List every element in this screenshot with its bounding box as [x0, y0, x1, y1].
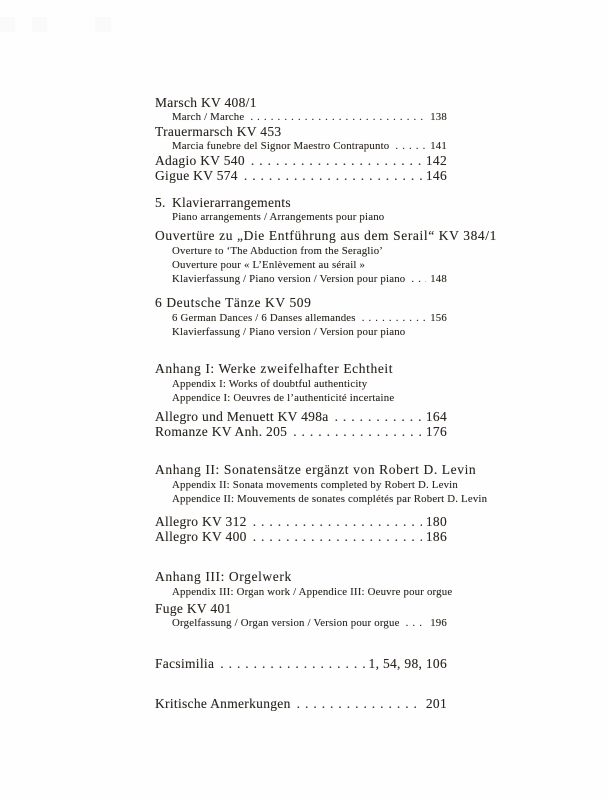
entry-label: Anhang III: Orgelwerk — [155, 569, 292, 584]
page-number: 142 — [425, 153, 447, 168]
toc-subentry — [155, 478, 458, 492]
toc-subentry — [155, 616, 447, 630]
page-number: 176 — [425, 424, 447, 439]
section-number: 5. — [155, 195, 166, 210]
toc-subentry — [155, 377, 447, 391]
page-number: 196 — [430, 617, 447, 629]
entry-label: Anhang I: Werke zweifelhafter Echtheit — [155, 361, 394, 376]
toc-subentry — [155, 210, 447, 224]
entry-label: Trauermarsch KV 453 — [155, 124, 282, 139]
entry-label: Allegro KV 400 — [155, 529, 247, 544]
numbered-section-heading — [155, 195, 447, 210]
toc-section-anhang-3 — [155, 569, 453, 599]
toc-subentry — [155, 272, 447, 286]
dot-leader — [253, 514, 422, 529]
entry-label: Appendice II: Mouvements de sonates complétés par Robert D. Levin — [172, 493, 488, 505]
entry-label: Romanze KV Anh. 205 — [155, 424, 288, 439]
toc-entry — [155, 656, 447, 671]
section-heading — [155, 569, 447, 585]
entry-label: Facsimilia — [155, 656, 215, 671]
entry-label: Gigue KV 574 — [155, 168, 238, 183]
page-number: 148 — [430, 273, 447, 285]
dot-leader — [395, 139, 426, 153]
toc-entry — [155, 529, 447, 544]
section-heading — [155, 228, 497, 244]
entry-label: Allegro KV 312 — [155, 514, 247, 529]
dot-leader — [250, 110, 426, 124]
toc-entry — [155, 124, 447, 139]
toc-subentry — [155, 139, 447, 153]
entry-label: Ouvertüre zu „Die Entführung aus dem Serail“ KV 384/1 — [155, 228, 497, 243]
toc-page — [155, 95, 497, 711]
entry-label: March / Marche — [172, 111, 245, 123]
dot-leader — [220, 656, 364, 671]
entry-label: Appendix II: Sonata movements completed by Robert D. Levin — [172, 479, 458, 491]
entry-label: 6 Deutsche Tänze KV 509 — [155, 295, 312, 310]
entry-label: Orgelfassung / Organ version / Version pour orgue — [172, 617, 400, 629]
page-number: 201 — [425, 696, 447, 711]
scan-artifact — [0, 17, 15, 32]
scan-artifact — [95, 17, 111, 32]
entry-label: Overture to ‘The Abduction from the Seraglio’ — [172, 245, 384, 257]
dot-leader — [253, 529, 422, 544]
dot-leader — [244, 168, 422, 183]
toc-subentry — [155, 585, 453, 599]
section-heading — [155, 295, 447, 311]
entry-label: Klavierfassung / Piano version / Version pour piano — [172, 326, 406, 338]
toc-entry — [155, 601, 447, 616]
entry-label: Klavierarrangements — [172, 195, 291, 210]
scan-artifact — [32, 17, 47, 32]
entry-label: Kritische Anmerkungen — [155, 696, 291, 711]
entry-label: Marsch KV 408/1 — [155, 95, 257, 110]
toc-section-kritische-anmerkungen — [155, 696, 447, 711]
toc-subentry — [155, 110, 447, 124]
toc-section-facsimilia — [155, 656, 447, 671]
toc-entry — [155, 95, 447, 110]
toc-section-anhang-2-entries — [155, 514, 447, 544]
page-number: 141 — [430, 140, 447, 152]
page-number: 1, 54, 98, 106 — [368, 656, 447, 671]
dot-leader — [335, 409, 422, 424]
toc-subentry — [155, 325, 447, 339]
toc-subentry — [155, 311, 447, 325]
dot-leader — [362, 311, 427, 325]
entry-label: Klavierfassung / Piano version / Version pour piano — [172, 273, 406, 285]
entry-label: Appendix I: Works of doubtful authenticity — [172, 378, 368, 390]
page-number: 146 — [425, 168, 447, 183]
toc-section-marches — [155, 95, 447, 183]
entry-label: Ouverture pour « L’Enlèvement au sérail » — [172, 259, 366, 271]
toc-entry — [155, 168, 447, 183]
toc-subentry — [155, 391, 447, 405]
entry-label: Allegro und Menuett KV 498a — [155, 409, 329, 424]
toc-section-deutsche-taenze — [155, 295, 447, 339]
toc-section-klavierarrangements — [155, 195, 447, 224]
toc-section-anhang-1 — [155, 361, 447, 405]
toc-section-ouvertuere — [155, 228, 497, 286]
entry-label: Fuge KV 401 — [155, 601, 232, 616]
entry-label: Adagio KV 540 — [155, 153, 245, 168]
page-number: 138 — [430, 111, 447, 123]
toc-entry — [155, 424, 447, 439]
dot-leader — [251, 153, 422, 168]
entry-label: Piano arrangements / Arrangements pour piano — [172, 211, 385, 223]
toc-subentry — [155, 258, 447, 272]
section-heading — [155, 361, 447, 377]
entry-label: Appendice I: Oeuvres de l’authenticité incertaine — [172, 392, 395, 404]
section-heading — [155, 462, 477, 478]
toc-section-anhang-2 — [155, 462, 488, 506]
entry-label: 6 German Dances / 6 Danses allemandes — [172, 312, 356, 324]
toc-entry — [155, 696, 447, 711]
toc-entry — [155, 153, 447, 168]
dot-leader — [297, 696, 422, 711]
dot-leader — [406, 616, 427, 630]
dot-leader — [293, 424, 422, 439]
toc-subentry — [155, 244, 447, 258]
page-number: 164 — [425, 409, 447, 424]
toc-section-anhang-1-entries — [155, 409, 447, 439]
toc-section-fuge — [155, 601, 447, 630]
entry-label: Anhang II: Sonatensätze ergänzt von Robert D. Levin — [155, 462, 477, 477]
entry-label: Appendix III: Organ work / Appendice III: Oeuvre pour orgue — [172, 586, 453, 598]
page-number: 186 — [425, 529, 447, 544]
toc-subentry — [155, 492, 488, 506]
entry-label: Marcia funebre del Signor Maestro Contrapunto — [172, 140, 390, 152]
page-number: 180 — [425, 514, 447, 529]
dot-leader — [411, 272, 426, 286]
page-number: 156 — [430, 312, 447, 324]
toc-entry — [155, 409, 447, 424]
toc-entry — [155, 514, 447, 529]
